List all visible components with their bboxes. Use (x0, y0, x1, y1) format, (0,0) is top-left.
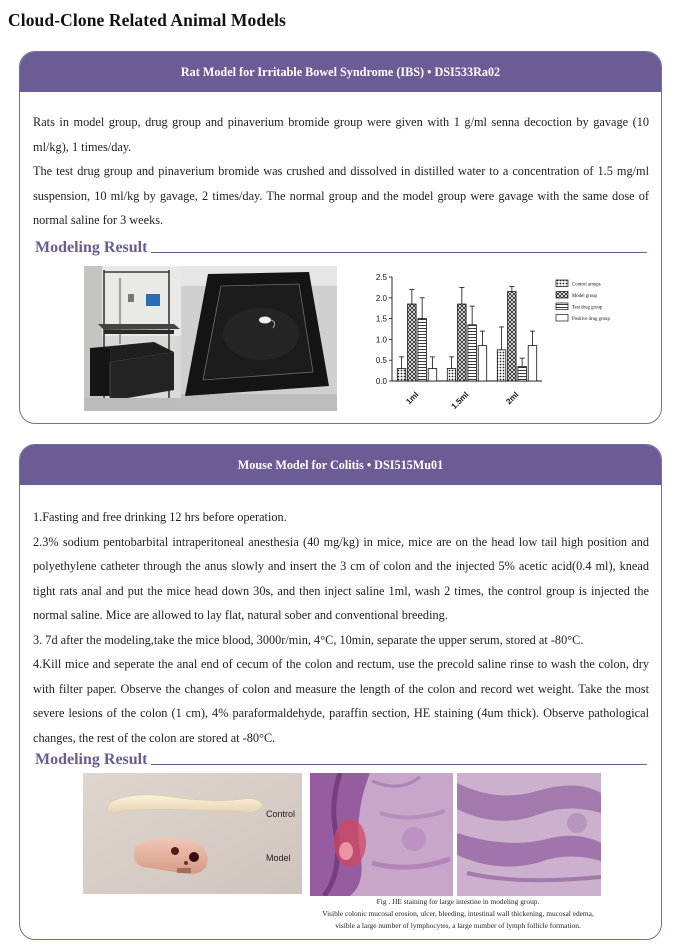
legend-label: Control aroups (572, 282, 601, 288)
legend-label: Model group (572, 294, 597, 299)
y-tick-label: 0.0 (375, 377, 387, 386)
bar (468, 325, 477, 381)
caption-line: visible a large number of lymphocytes, a large number of lymph follicle formation. (335, 921, 581, 930)
bar (458, 304, 467, 381)
section-label-text: Modeling Result (35, 239, 148, 256)
legend-label: Positive drug group (572, 317, 610, 322)
y-tick-label: 1.0 (375, 335, 387, 345)
open-field-photo (181, 266, 337, 411)
section-label-text: Modeling Result (35, 751, 148, 768)
bar (428, 369, 437, 381)
paragraph: 3. 7d after the modeling,take the mice blood, 3000r/min, 4°C, 10min, separate the upper serum, stored at -80°C. (33, 632, 584, 647)
cage-photo (84, 266, 181, 411)
colon-photo (83, 773, 302, 894)
paragraph: Rats in model group, drug group and pinaverium bromide group were given with 1 g/ml senna decoction by gavage (10 ml/kg), 1 times/day. (33, 115, 649, 154)
caption-line: Fig . HE staining for large intestine in modeling group. (376, 897, 540, 906)
y-tick-label: 1.5 (375, 314, 387, 324)
card-header (20, 52, 661, 92)
card-title: Mouse Model for Colitis • DSI515Mu01 (237, 457, 444, 472)
paragraph: 4.Kill mice and seperate the anal end of cecum of the colon and rectum, use the precold saline rinse to wash the colon, dry with filter paper. Observe the changes of colon and measure the length of the colon and record wet weight. Take the most severe lesions of the colon (1 cm), 4% paraformaldehyde, paraffin section, HE staining (4um thick). Observe pathological changes, the rest of the colon are stored at -80°C. (33, 657, 649, 745)
legend-swatch (556, 303, 568, 310)
model-label: Model (266, 853, 291, 863)
control-label: Control (266, 809, 296, 819)
y-tick-label: 2.5 (375, 273, 387, 282)
section-label (35, 749, 647, 771)
card-header (20, 445, 661, 485)
bar (418, 319, 427, 381)
he-stain-photo-1 (310, 773, 453, 896)
legend-swatch (556, 315, 568, 322)
x-tick-label: 2ml (504, 390, 521, 407)
figure-caption (288, 896, 628, 932)
caption-line: Visible colonic mucosal erosion, ulcer, bleeding, intestinal wall thickening, mucosal edema, (322, 909, 594, 918)
y-tick-label: 0.5 (375, 356, 387, 366)
bar (497, 350, 506, 381)
bar (408, 304, 417, 381)
page-title: Cloud-Clone Related Animal Models (8, 10, 286, 30)
x-tick-label: 1.5ml (449, 390, 471, 411)
bar (397, 369, 406, 381)
x-tick-label: 1ml (404, 390, 421, 407)
he-stain-photo-2 (457, 773, 601, 896)
paragraph: 1.Fasting and free drinking 12 hrs before operation. (33, 510, 287, 524)
mouse-colitis-card (19, 444, 662, 940)
bar (508, 292, 516, 381)
paragraph: 2.3% sodium pentobarbital intraperitoneal anesthesia (40 mg/kg) in mice, mice are on the head low tail high position and polyethylene catheter through the anus slowly and insert the 3 cm of colon and the injected 5% acetic acid(0.4 ml), knead tight rats anal and put the mice head down 30s, and then inject saline 1ml, wash 2 times, the control group is injected the normal saline. Mice are allowed to lay flat, natural sober and conventional breeding. (33, 534, 649, 622)
card-title: Rat Model for Irritable Bowel Syndrome (IBS) • DSI533Ra02 (180, 64, 501, 79)
bar (447, 369, 456, 381)
paragraph: The test drug group and pinaverium bromide was crushed and dissolved in distilled water to a concentration of 1.5 mg/ml suspension, 10 ml/kg by gavage, 2 times/day. The normal group and the model group were gavage with the same dose of normal saline for 3 weeks. (33, 164, 649, 227)
y-tick-label: 2.0 (375, 293, 387, 303)
bar (528, 346, 537, 381)
ibs-bar-chart (358, 270, 648, 412)
section-rule (151, 764, 647, 765)
bar (478, 346, 487, 381)
bar (518, 366, 527, 381)
legend-swatch (556, 292, 568, 299)
legend-swatch (556, 280, 568, 287)
legend-label: Test drug group (572, 305, 603, 311)
section-label (35, 237, 647, 259)
rat-ibs-card (19, 51, 662, 424)
section-rule (151, 252, 647, 253)
